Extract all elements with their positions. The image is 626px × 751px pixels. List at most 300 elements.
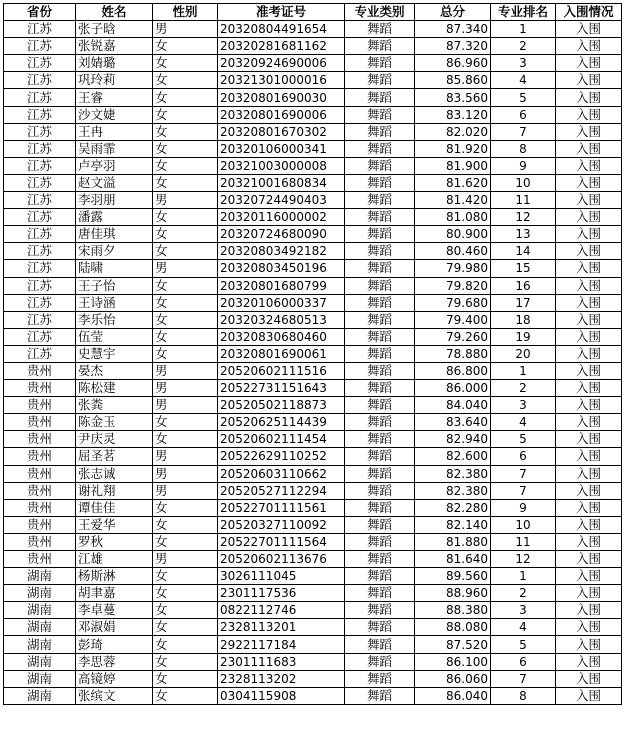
total-score-cell: 86.800	[415, 362, 491, 379]
total-score-cell: 81.640	[415, 551, 491, 568]
total-score-cell: 82.020	[415, 123, 491, 140]
total-score-cell: 81.420	[415, 192, 491, 209]
gender-cell: 女	[153, 140, 218, 157]
gender-cell: 男	[153, 362, 218, 379]
total-score-cell: 81.920	[415, 140, 491, 157]
admission-status-cell: 入围	[556, 533, 622, 550]
major-category-cell: 舞蹈	[345, 551, 415, 568]
gender-cell: 女	[153, 431, 218, 448]
total-score-cell: 89.560	[415, 568, 491, 585]
admission-status-cell: 入围	[556, 209, 622, 226]
major-rank-cell: 3	[491, 397, 556, 414]
exam-id-cell: 20522701111564	[218, 533, 345, 550]
exam-id-cell: 20320106000337	[218, 294, 345, 311]
gender-cell: 男	[153, 465, 218, 482]
major-rank-cell: 3	[491, 55, 556, 72]
major-category-cell: 舞蹈	[345, 482, 415, 499]
major-category-cell: 舞蹈	[345, 192, 415, 209]
total-score-cell: 83.560	[415, 89, 491, 106]
major-rank-cell: 12	[491, 551, 556, 568]
table-row	[4, 653, 622, 670]
name-cell: 陈松建	[76, 380, 153, 397]
header-major-category: 专业类别	[345, 4, 415, 21]
province-cell: 贵州	[4, 362, 76, 379]
name-cell: 彭琦	[76, 636, 153, 653]
major-rank-cell: 7	[491, 482, 556, 499]
total-score-cell: 88.960	[415, 585, 491, 602]
exam-id-cell: 20320803492182	[218, 243, 345, 260]
province-cell: 贵州	[4, 431, 76, 448]
total-score-cell: 82.380	[415, 465, 491, 482]
major-category-cell: 舞蹈	[345, 38, 415, 55]
table-row	[4, 636, 622, 653]
total-score-cell: 79.680	[415, 294, 491, 311]
header-gender: 性别	[153, 4, 218, 21]
major-rank-cell: 3	[491, 602, 556, 619]
major-category-cell: 舞蹈	[345, 380, 415, 397]
gender-cell: 女	[153, 568, 218, 585]
province-cell: 湖南	[4, 585, 76, 602]
table-row	[4, 414, 622, 431]
total-score-cell: 87.320	[415, 38, 491, 55]
major-category-cell: 舞蹈	[345, 89, 415, 106]
gender-cell: 女	[153, 328, 218, 345]
name-cell: 邓淑娟	[76, 619, 153, 636]
total-score-cell: 88.080	[415, 619, 491, 636]
gender-cell: 男	[153, 551, 218, 568]
province-cell: 江苏	[4, 123, 76, 140]
gender-cell: 男	[153, 448, 218, 465]
table-row	[4, 174, 622, 191]
major-rank-cell: 2	[491, 380, 556, 397]
major-category-cell: 舞蹈	[345, 670, 415, 687]
gender-cell: 女	[153, 72, 218, 89]
major-category-cell: 舞蹈	[345, 448, 415, 465]
header-admission-status: 入围情况	[556, 4, 622, 21]
gender-cell: 女	[153, 243, 218, 260]
gender-cell: 女	[153, 174, 218, 191]
gender-cell: 女	[153, 687, 218, 704]
admission-status-cell: 入围	[556, 448, 622, 465]
major-category-cell: 舞蹈	[345, 414, 415, 431]
major-category-cell: 舞蹈	[345, 140, 415, 157]
table-row	[4, 380, 622, 397]
exam-id-cell: 20520327110092	[218, 516, 345, 533]
major-category-cell: 舞蹈	[345, 55, 415, 72]
major-category-cell: 舞蹈	[345, 294, 415, 311]
admission-status-cell: 入围	[556, 516, 622, 533]
admission-status-cell: 入围	[556, 619, 622, 636]
major-rank-cell: 11	[491, 192, 556, 209]
gender-cell: 女	[153, 106, 218, 123]
province-cell: 贵州	[4, 551, 76, 568]
admission-status-cell: 入围	[556, 243, 622, 260]
table-row	[4, 516, 622, 533]
total-score-cell: 82.380	[415, 482, 491, 499]
table-row	[4, 55, 622, 72]
admission-status-cell: 入围	[556, 414, 622, 431]
table-body	[4, 21, 622, 705]
exam-id-cell: 2328113201	[218, 619, 345, 636]
major-rank-cell: 9	[491, 157, 556, 174]
name-cell: 刘婧璐	[76, 55, 153, 72]
table-row	[4, 670, 622, 687]
table-row	[4, 345, 622, 362]
exam-id-cell: 20320801690030	[218, 89, 345, 106]
major-rank-cell: 5	[491, 636, 556, 653]
admission-status-cell: 入围	[556, 362, 622, 379]
table-row	[4, 89, 622, 106]
exam-id-cell: 20520502118873	[218, 397, 345, 414]
province-cell: 江苏	[4, 345, 76, 362]
province-cell: 湖南	[4, 568, 76, 585]
major-category-cell: 舞蹈	[345, 516, 415, 533]
gender-cell: 男	[153, 397, 218, 414]
admission-status-cell: 入围	[556, 192, 622, 209]
name-cell: 宋雨夕	[76, 243, 153, 260]
table-row	[4, 431, 622, 448]
name-cell: 王睿	[76, 89, 153, 106]
major-category-cell: 舞蹈	[345, 636, 415, 653]
header-total-score: 总分	[415, 4, 491, 21]
table-row	[4, 106, 622, 123]
major-rank-cell: 20	[491, 345, 556, 362]
province-cell: 湖南	[4, 670, 76, 687]
major-category-cell: 舞蹈	[345, 687, 415, 704]
name-cell: 潘露	[76, 209, 153, 226]
major-category-cell: 舞蹈	[345, 465, 415, 482]
province-cell: 湖南	[4, 636, 76, 653]
total-score-cell: 88.380	[415, 602, 491, 619]
exam-id-cell: 20320324680513	[218, 311, 345, 328]
province-cell: 江苏	[4, 260, 76, 277]
major-rank-cell: 8	[491, 140, 556, 157]
admission-status-cell: 入围	[556, 38, 622, 55]
admission-status-cell: 入围	[556, 397, 622, 414]
province-cell: 江苏	[4, 243, 76, 260]
exam-id-cell: 20320803450196	[218, 260, 345, 277]
admission-status-cell: 入围	[556, 499, 622, 516]
province-cell: 贵州	[4, 499, 76, 516]
gender-cell: 女	[153, 123, 218, 140]
table-row	[4, 465, 622, 482]
gender-cell: 男	[153, 260, 218, 277]
major-rank-cell: 2	[491, 38, 556, 55]
name-cell: 谭佳佳	[76, 499, 153, 516]
major-rank-cell: 10	[491, 516, 556, 533]
table-row	[4, 226, 622, 243]
exam-id-cell: 0822112746	[218, 602, 345, 619]
major-rank-cell: 4	[491, 619, 556, 636]
major-rank-cell: 14	[491, 243, 556, 260]
exam-id-cell: 2922117184	[218, 636, 345, 653]
province-cell: 江苏	[4, 192, 76, 209]
gender-cell: 女	[153, 619, 218, 636]
table-row	[4, 687, 622, 704]
exam-id-cell: 20320801670302	[218, 123, 345, 140]
name-cell: 李思蓉	[76, 653, 153, 670]
admission-status-cell: 入围	[556, 311, 622, 328]
exam-id-cell: 20522629110252	[218, 448, 345, 465]
admission-table	[3, 3, 622, 705]
name-cell: 王子怡	[76, 277, 153, 294]
exam-id-cell: 20320924690006	[218, 55, 345, 72]
total-score-cell: 86.000	[415, 380, 491, 397]
table-row	[4, 585, 622, 602]
total-score-cell: 81.620	[415, 174, 491, 191]
name-cell: 唐佳琪	[76, 226, 153, 243]
admission-status-cell: 入围	[556, 465, 622, 482]
province-cell: 江苏	[4, 311, 76, 328]
gender-cell: 女	[153, 499, 218, 516]
name-cell: 江雄	[76, 551, 153, 568]
header-major-rank: 专业排名	[491, 4, 556, 21]
major-rank-cell: 4	[491, 72, 556, 89]
total-score-cell: 81.080	[415, 209, 491, 226]
exam-id-cell: 20320801690061	[218, 345, 345, 362]
gender-cell: 女	[153, 277, 218, 294]
table-row	[4, 619, 622, 636]
major-rank-cell: 10	[491, 174, 556, 191]
admission-status-cell: 入围	[556, 106, 622, 123]
province-cell: 贵州	[4, 482, 76, 499]
major-rank-cell: 1	[491, 362, 556, 379]
exam-id-cell: 20321001680834	[218, 174, 345, 191]
province-cell: 湖南	[4, 653, 76, 670]
major-rank-cell: 2	[491, 585, 556, 602]
name-cell: 赵文溢	[76, 174, 153, 191]
gender-cell: 女	[153, 157, 218, 174]
table-row	[4, 157, 622, 174]
header-province: 省份	[4, 4, 76, 21]
total-score-cell: 87.340	[415, 21, 491, 38]
total-score-cell: 82.140	[415, 516, 491, 533]
province-cell: 江苏	[4, 106, 76, 123]
total-score-cell: 80.460	[415, 243, 491, 260]
major-category-cell: 舞蹈	[345, 123, 415, 140]
table-row	[4, 499, 622, 516]
gender-cell: 男	[153, 21, 218, 38]
admission-status-cell: 入围	[556, 89, 622, 106]
major-rank-cell: 18	[491, 311, 556, 328]
province-cell: 湖南	[4, 687, 76, 704]
total-score-cell: 80.900	[415, 226, 491, 243]
total-score-cell: 82.600	[415, 448, 491, 465]
major-category-cell: 舞蹈	[345, 174, 415, 191]
admission-status-cell: 入围	[556, 328, 622, 345]
admission-status-cell: 入围	[556, 670, 622, 687]
header-exam-id: 准考证号	[218, 4, 345, 21]
major-category-cell: 舞蹈	[345, 431, 415, 448]
province-cell: 贵州	[4, 465, 76, 482]
name-cell: 陈金玉	[76, 414, 153, 431]
name-cell: 巩玲莉	[76, 72, 153, 89]
exam-id-cell: 20321301000016	[218, 72, 345, 89]
total-score-cell: 81.900	[415, 157, 491, 174]
exam-id-cell: 20320801680799	[218, 277, 345, 294]
admission-status-cell: 入围	[556, 653, 622, 670]
gender-cell: 女	[153, 533, 218, 550]
admission-status-cell: 入围	[556, 482, 622, 499]
exam-id-cell: 20321003000008	[218, 157, 345, 174]
gender-cell: 女	[153, 585, 218, 602]
total-score-cell: 79.820	[415, 277, 491, 294]
major-category-cell: 舞蹈	[345, 277, 415, 294]
exam-id-cell: 20320724490403	[218, 192, 345, 209]
major-category-cell: 舞蹈	[345, 397, 415, 414]
major-category-cell: 舞蹈	[345, 653, 415, 670]
name-cell: 张缤文	[76, 687, 153, 704]
name-cell: 屈圣茗	[76, 448, 153, 465]
province-cell: 江苏	[4, 157, 76, 174]
name-cell: 李乐怡	[76, 311, 153, 328]
major-rank-cell: 8	[491, 687, 556, 704]
total-score-cell: 83.120	[415, 106, 491, 123]
major-rank-cell: 6	[491, 653, 556, 670]
major-rank-cell: 6	[491, 448, 556, 465]
admission-status-cell: 入围	[556, 380, 622, 397]
total-score-cell: 86.060	[415, 670, 491, 687]
major-category-cell: 舞蹈	[345, 243, 415, 260]
exam-id-cell: 20320801690006	[218, 106, 345, 123]
header-row	[4, 4, 622, 21]
province-cell: 江苏	[4, 277, 76, 294]
province-cell: 江苏	[4, 209, 76, 226]
major-rank-cell: 4	[491, 414, 556, 431]
table-row	[4, 362, 622, 379]
major-category-cell: 舞蹈	[345, 568, 415, 585]
major-category-cell: 舞蹈	[345, 106, 415, 123]
table-row	[4, 260, 622, 277]
major-rank-cell: 6	[491, 106, 556, 123]
province-cell: 贵州	[4, 414, 76, 431]
exam-id-cell: 20520602113676	[218, 551, 345, 568]
exam-id-cell: 20320830680460	[218, 328, 345, 345]
name-cell: 吴雨霏	[76, 140, 153, 157]
name-cell: 王冉	[76, 123, 153, 140]
admission-status-cell: 入围	[556, 585, 622, 602]
total-score-cell: 85.860	[415, 72, 491, 89]
table-row	[4, 568, 622, 585]
name-cell: 张志诚	[76, 465, 153, 482]
exam-id-cell: 20520602111516	[218, 362, 345, 379]
gender-cell: 女	[153, 55, 218, 72]
major-category-cell: 舞蹈	[345, 602, 415, 619]
total-score-cell: 82.280	[415, 499, 491, 516]
major-rank-cell: 19	[491, 328, 556, 345]
admission-status-cell: 入围	[556, 174, 622, 191]
major-category-cell: 舞蹈	[345, 585, 415, 602]
major-rank-cell: 7	[491, 123, 556, 140]
major-category-cell: 舞蹈	[345, 157, 415, 174]
province-cell: 湖南	[4, 602, 76, 619]
total-score-cell: 79.260	[415, 328, 491, 345]
admission-status-cell: 入围	[556, 294, 622, 311]
province-cell: 江苏	[4, 55, 76, 72]
major-rank-cell: 9	[491, 499, 556, 516]
exam-id-cell: 20320804491654	[218, 21, 345, 38]
gender-cell: 女	[153, 294, 218, 311]
major-category-cell: 舞蹈	[345, 21, 415, 38]
admission-status-cell: 入围	[556, 140, 622, 157]
name-cell: 胡聿嘉	[76, 585, 153, 602]
total-score-cell: 79.980	[415, 260, 491, 277]
name-cell: 晏杰	[76, 362, 153, 379]
major-category-cell: 舞蹈	[345, 533, 415, 550]
exam-id-cell: 20320116000002	[218, 209, 345, 226]
gender-cell: 女	[153, 516, 218, 533]
gender-cell: 女	[153, 636, 218, 653]
province-cell: 贵州	[4, 448, 76, 465]
name-cell: 张锐嘉	[76, 38, 153, 55]
admission-status-cell: 入围	[556, 123, 622, 140]
admission-status-cell: 入围	[556, 226, 622, 243]
name-cell: 张子晗	[76, 21, 153, 38]
exam-id-cell: 20520527112294	[218, 482, 345, 499]
gender-cell: 男	[153, 482, 218, 499]
table-row	[4, 294, 622, 311]
name-cell: 卢亭羽	[76, 157, 153, 174]
exam-id-cell: 20320281681162	[218, 38, 345, 55]
province-cell: 江苏	[4, 72, 76, 89]
exam-id-cell: 2301111683	[218, 653, 345, 670]
admission-status-cell: 入围	[556, 55, 622, 72]
total-score-cell: 84.040	[415, 397, 491, 414]
admission-status-cell: 入围	[556, 568, 622, 585]
name-cell: 伍莹	[76, 328, 153, 345]
table-row	[4, 551, 622, 568]
name-cell: 李羽朋	[76, 192, 153, 209]
admission-status-cell: 入围	[556, 345, 622, 362]
table-row	[4, 397, 622, 414]
admission-status-cell: 入围	[556, 551, 622, 568]
total-score-cell: 83.640	[415, 414, 491, 431]
gender-cell: 女	[153, 653, 218, 670]
major-category-cell: 舞蹈	[345, 311, 415, 328]
major-category-cell: 舞蹈	[345, 345, 415, 362]
gender-cell: 女	[153, 38, 218, 55]
table-row	[4, 192, 622, 209]
admission-status-cell: 入围	[556, 602, 622, 619]
province-cell: 江苏	[4, 174, 76, 191]
major-rank-cell: 17	[491, 294, 556, 311]
total-score-cell: 81.880	[415, 533, 491, 550]
exam-id-cell: 2328113202	[218, 670, 345, 687]
exam-id-cell: 2301117536	[218, 585, 345, 602]
gender-cell: 男	[153, 380, 218, 397]
table-row	[4, 38, 622, 55]
admission-status-cell: 入围	[556, 431, 622, 448]
gender-cell: 女	[153, 311, 218, 328]
gender-cell: 女	[153, 414, 218, 431]
table-row	[4, 533, 622, 550]
admission-status-cell: 入围	[556, 277, 622, 294]
total-score-cell: 78.880	[415, 345, 491, 362]
total-score-cell: 86.960	[415, 55, 491, 72]
major-rank-cell: 1	[491, 568, 556, 585]
table-row	[4, 243, 622, 260]
major-category-cell: 舞蹈	[345, 260, 415, 277]
gender-cell: 女	[153, 209, 218, 226]
total-score-cell: 86.100	[415, 653, 491, 670]
name-cell: 高镜婷	[76, 670, 153, 687]
gender-cell: 女	[153, 89, 218, 106]
major-rank-cell: 7	[491, 670, 556, 687]
gender-cell: 女	[153, 602, 218, 619]
province-cell: 江苏	[4, 38, 76, 55]
exam-id-cell: 20520625114439	[218, 414, 345, 431]
total-score-cell: 86.040	[415, 687, 491, 704]
